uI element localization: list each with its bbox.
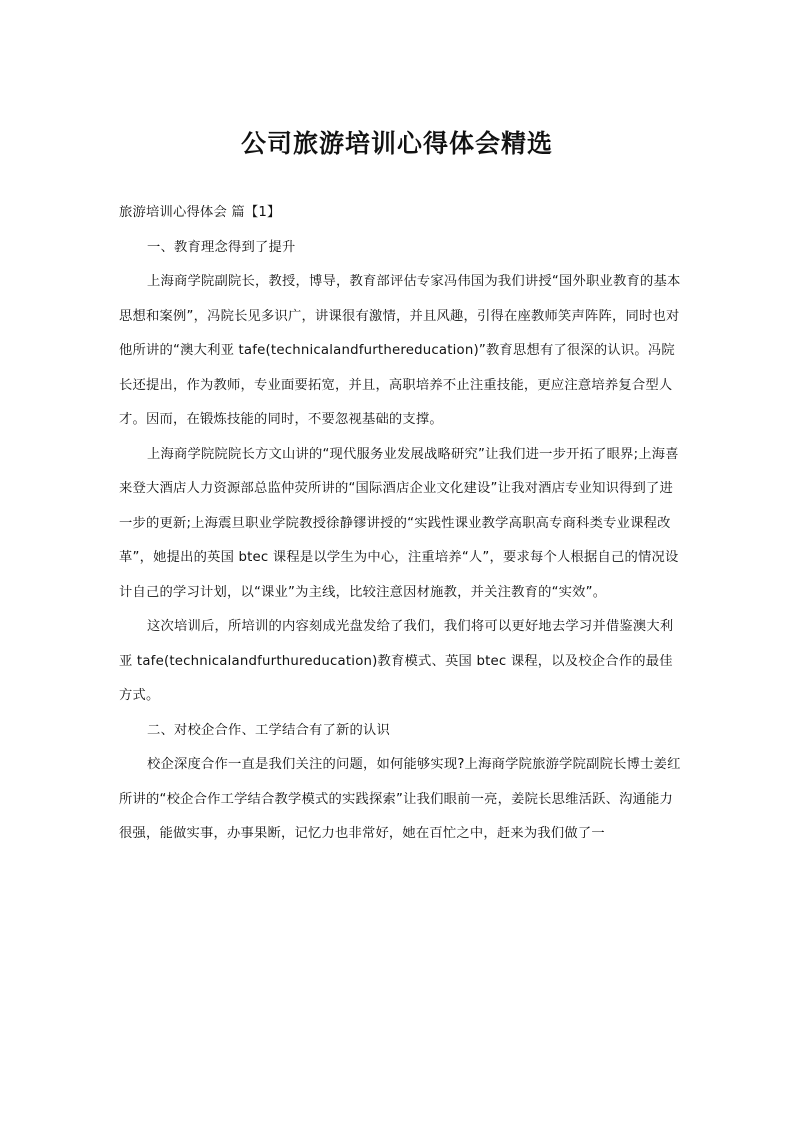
subheading-2: 二、对校企合作、工学结合有了新的认识 xyxy=(147,722,390,738)
section-heading: 旅游培训心得体会 篇【1】 xyxy=(119,205,281,220)
document-body xyxy=(119,196,681,852)
subheading-1: 一、教育理念得到了提升 xyxy=(147,239,296,255)
document-title: 公司旅游培训心得体会精选 xyxy=(240,129,553,158)
paragraph-4: 校企深度合作一直是我们关注的问题，如何能够实现?上海商学院旅游学院副院长博士姜红所讲的“校企合作工学结合教学模式的实践探索”让我们眼前一亮，姜院长思维活跃、沟通能力很强，能做实事，办事果断，记忆力也非常好，她在百忙之中，赶来为我们做了一 xyxy=(119,757,681,841)
paragraph-2: 上海商学院院院长方文山讲的“现代服务业发展战略研究”让我们进一步开拓了眼界;上海喜来登大酒店人力资源部总监仲荧所讲的“国际酒店企业文化建设”让我对酒店专业知识得到了进一步的更新;上海震旦职业学院教授徐静镠讲授的“实践性课业教学高职高专商科类专业课程改革”，她提出的英国 btec 课程是以学生为中心，注重培养“人”，要求每个人根据自己的情况设计自己的学习计划，以“课业”为主线，比较注意因材施教，并关注教育的“实效”。 xyxy=(119,446,679,600)
paragraph-3: 这次培训后，所培训的内容刻成光盘发给了我们，我们将可以更好地去学习并借鉴澳大利亚 tafe(technicalandfurthureducation)教育模式、英国 btec 课程，以及校企合作的最佳方式。 xyxy=(119,619,674,703)
paragraph-1: 上海商学院副院长，教授，博导，教育部评估专家冯伟国为我们讲授“国外职业教育的基本思想和案例”，冯院长见多识广，讲课很有激情，并且风趣，引得在座教师笑声阵阵，同时也对他所讲的“澳大利亚 tafe(technicalandfurthereducation)”教育思想有了很深的认识。冯院长还提出，作为教师，专业面要拓宽，并且，高职培养不止注重技能，更应注意培养复合型人才。因而，在锻炼技能的同时，不要忽视基础的支撑。 xyxy=(119,274,681,427)
